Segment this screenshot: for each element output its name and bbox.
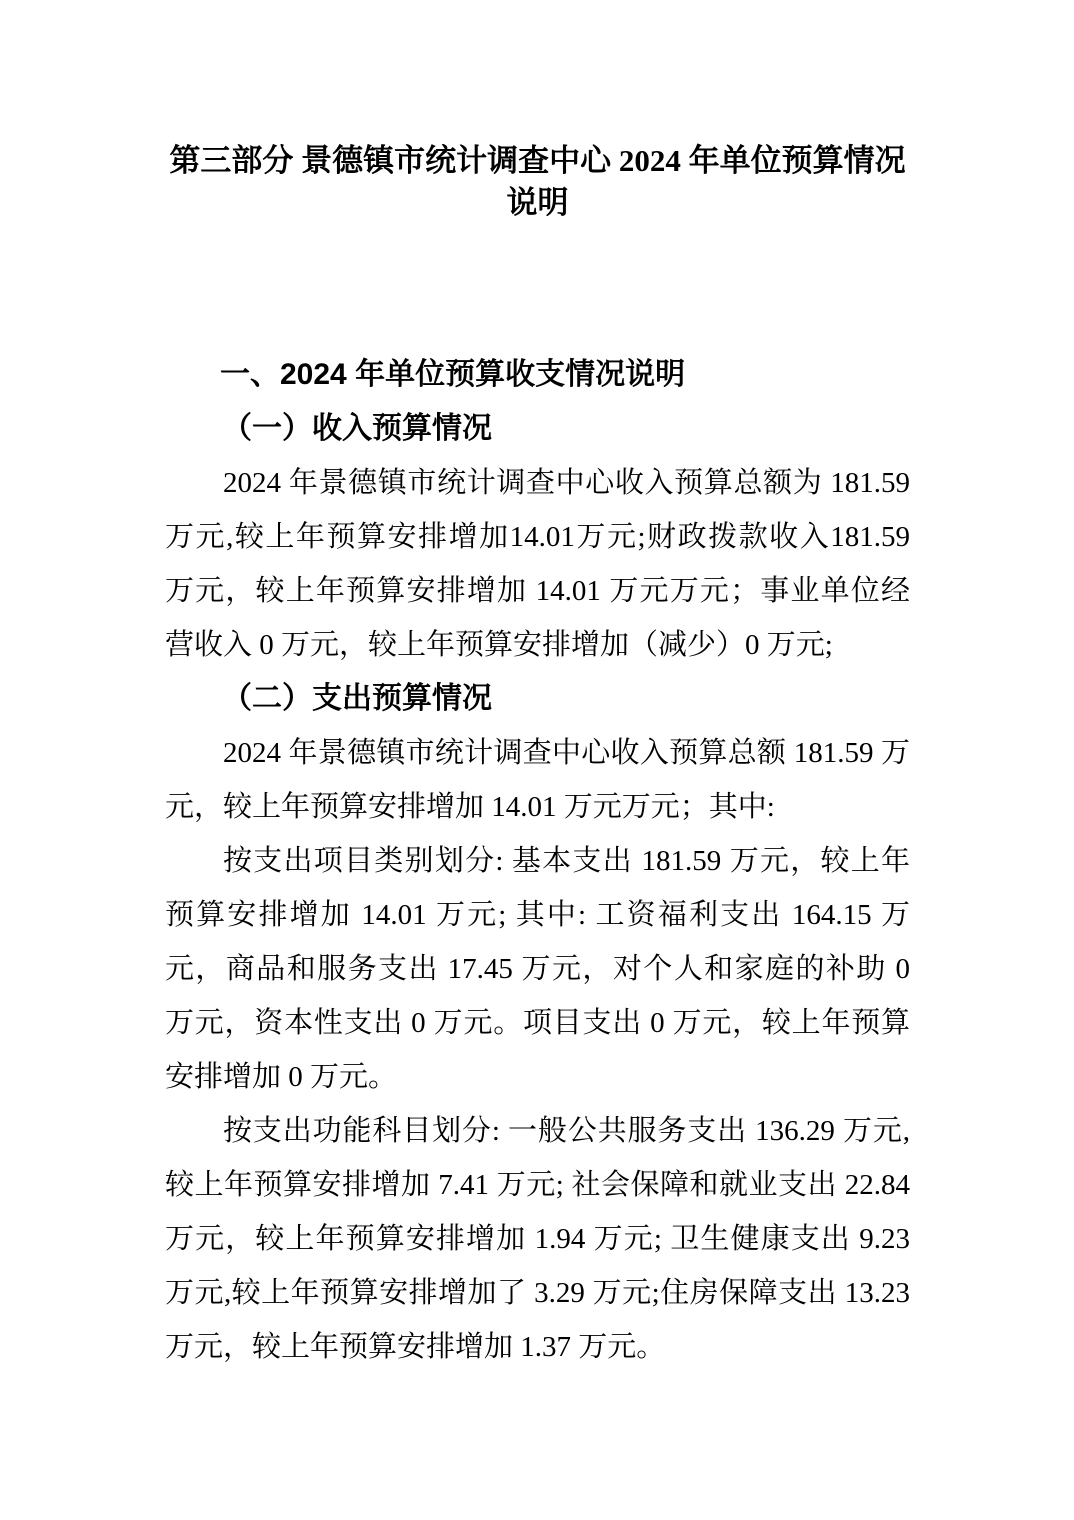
paragraph-expenditure-total: 2024 年景德镇市统计调查中心收入预算总额 181.59 万元，较上年预算安排增加 14.01 万元万元；其中:	[165, 737, 910, 823]
subsection-heading-income-budget: （一）收入预算情况	[222, 412, 492, 445]
paragraph-expenditure-by-function: 按支出功能科目划分: 一般公共服务支出 136.29 万元,较上年预算安排增加 7.41 万元; 社会保障和就业支出 22.84 万元，较上年预算安排增加 1.94 万元; 卫生健康支出 9.23 万元,较上年预算安排增加了 3.29 万元;住房保障支出 13.23 万元，较上年预算安排增加 1.37 万元。	[165, 1115, 910, 1363]
paragraph-expenditure-by-category: 按支出项目类别划分: 基本支出 181.59 万元，较上年预算安排增加 14.01 万元; 其中: 工资福利支出 164.15 万元，商品和服务支出 17.45 万元，对个人和家庭的补助 0 万元，资本性支出 0 万元。项目支出 0 万元，较上年预算安排增加 0 万元。	[165, 845, 910, 1093]
document-title: 第三部分 景德镇市统计调查中心 2024 年单位预算情况说明	[169, 143, 906, 220]
paragraph-income-budget: 2024 年景德镇市统计调查中心收入预算总额为 181.59 万元,较上年预算安排增加14.01万元;财政拨款收入181.59 万元，较上年预算安排增加 14.01 万元万元；事业单位经营收入 0 万元，较上年预算安排增加（减少）0 万元;	[165, 467, 910, 661]
subsection-heading-expenditure-budget: （二）支出预算情况	[222, 682, 492, 715]
section-heading-budget-overview: 一、2024 年单位预算收支情况说明	[220, 358, 686, 391]
